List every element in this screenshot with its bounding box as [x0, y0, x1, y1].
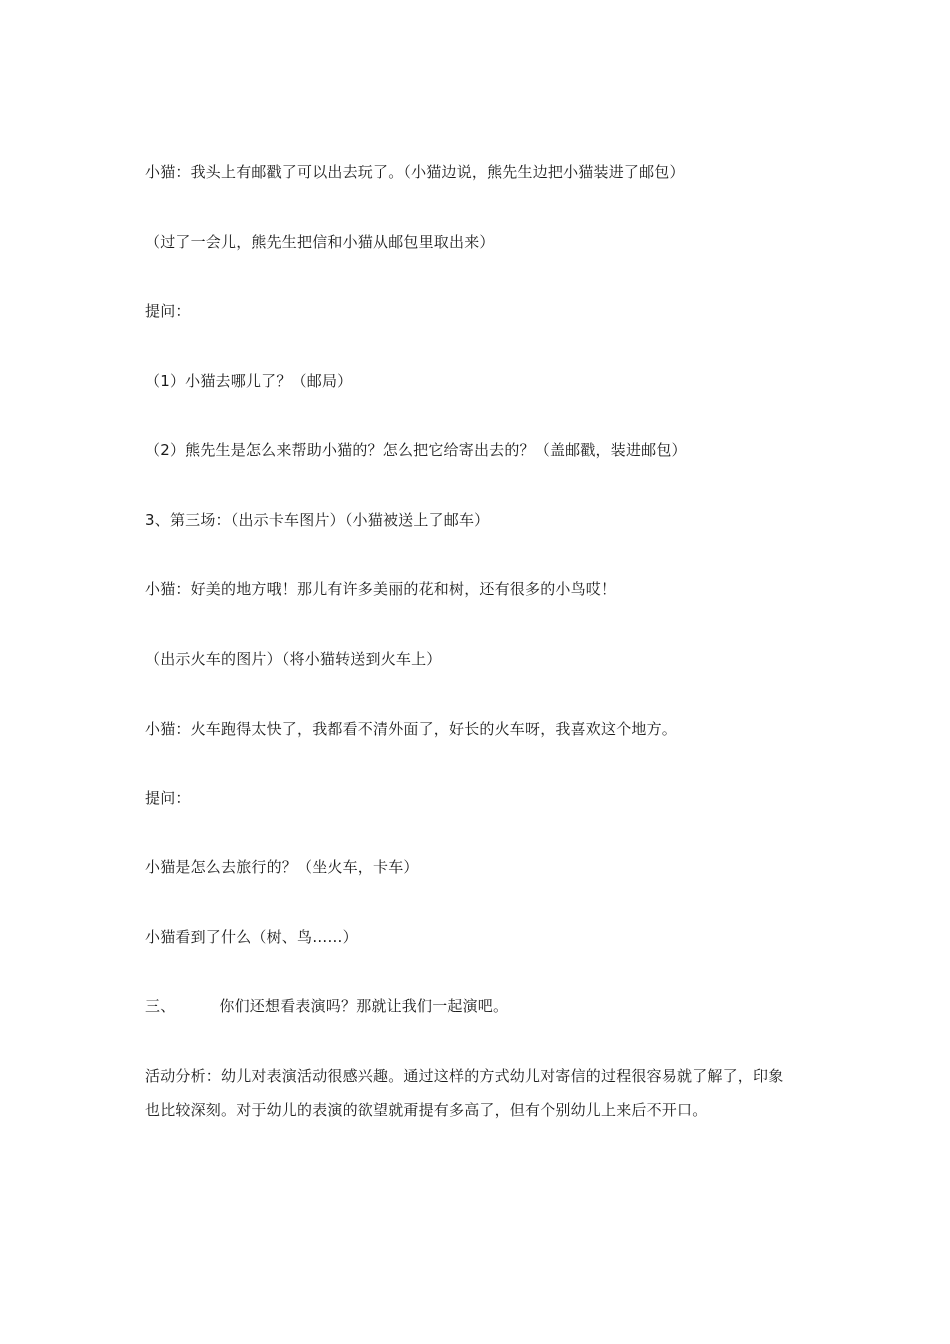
paragraph-scene-three: 3、第三场：（出示卡车图片）（小猫被送上了邮车）: [145, 511, 490, 529]
paragraph-question-label-2: 提问：: [145, 789, 191, 807]
paragraph-question-2: （2）熊先生是怎么来帮助小猫的？怎么把它给寄出去的？（盖邮戳，装进邮包）: [145, 441, 687, 459]
paragraph-bear-takes-out: （过了一会儿，熊先生把信和小猫从邮包里取出来）: [145, 233, 495, 251]
section-three: [145, 995, 825, 1017]
section-three-text: 你们还想看表演吗？那就让我们一起演吧。: [219, 997, 509, 1015]
paragraph-train-picture: （出示火车的图片）（将小猫转送到火车上）: [145, 650, 442, 668]
paragraph-kitten-postmark: 小猫：我头上有邮戳了可以出去玩了。（小猫边说，熊先生边把小猫装进了邮包）: [145, 163, 685, 181]
paragraph-what-seen: 小猫看到了什么（树、鸟……）: [145, 928, 358, 946]
paragraph-question-label-1: 提问：: [145, 302, 191, 320]
section-three-number: 三、: [145, 997, 176, 1015]
paragraph-kitten-train-fast: 小猫：火车跑得太快了，我都看不清外面了，好长的火车呀，我喜欢这个地方。: [145, 720, 678, 738]
analysis-line-2: 也比较深刻。对于幼儿的表演的欲望就甭提有多高了，但有个别幼儿上来后不开口。: [145, 1101, 708, 1119]
analysis-line-1: 活动分析：幼儿对表演活动很感兴趣。通过这样的方式幼儿对寄信的过程很容易就了解了，印象: [145, 1067, 784, 1085]
paragraph-kitten-beautiful-place: 小猫：好美的地方哦！那儿有许多美丽的花和树，还有很多的小鸟哎！: [145, 580, 617, 598]
paragraph-question-1: （1）小猫去哪儿了？（邮局）: [145, 372, 353, 390]
paragraph-how-travel: 小猫是怎么去旅行的？（坐火车，卡车）: [145, 858, 419, 876]
